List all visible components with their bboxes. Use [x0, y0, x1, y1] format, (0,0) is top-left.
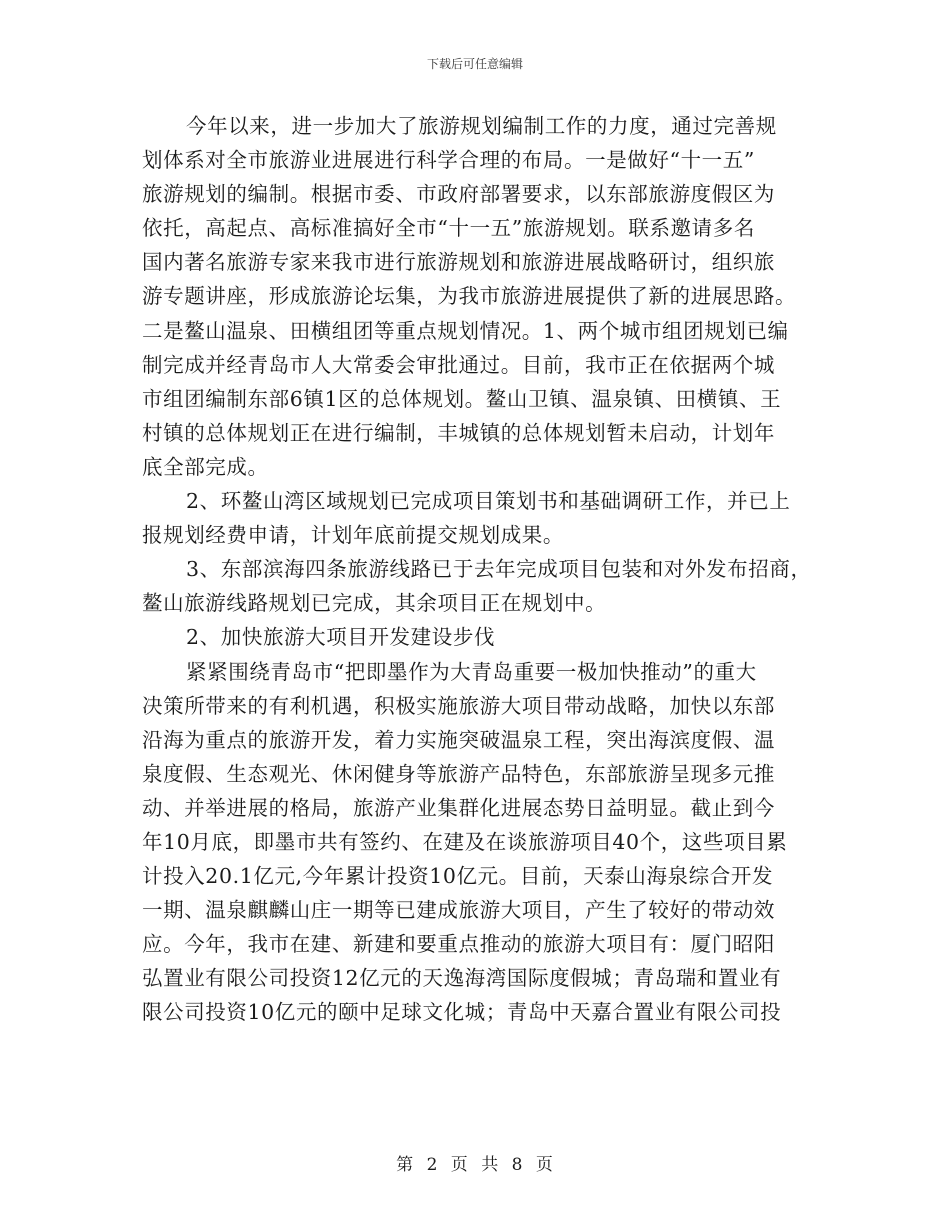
- text-line: 应。今年，我市在建、新建和要重点推动的旅游大项目有：厦门昭阳: [142, 932, 775, 957]
- text-line: 报规划经费申请，计划年底前提交规划成果。: [142, 523, 564, 548]
- text-line: 村镇的总体规划正在进行编制，丰城镇的总体规划暂未启动，计划年: [142, 420, 775, 445]
- text-line: 市组团编制东部6镇1区的总体规划。鳌山卫镇、温泉镇、田横镇、王: [142, 386, 782, 411]
- total-pages: 8: [511, 1155, 524, 1175]
- footer-prefix: 第: [396, 1155, 415, 1175]
- text-line: 今年以来，进一步加大了旅游规划编制工作的力度，通过完善规: [186, 114, 777, 138]
- text-line: 一期、温泉麒麟山庄一期等已建成旅游大项目，产生了较好的带动效: [142, 898, 775, 923]
- text-line: 制完成并经青岛市人大常委会审批通过。目前，我市正在依据两个城: [142, 352, 775, 377]
- document-body: [142, 109, 814, 1030]
- text-line: 国内著名旅游专家来我市进行旅游规划和旅游进展战略研讨，组织旅: [142, 250, 775, 275]
- text-line: 二是鳌山温泉、田横组团等重点规划情况。1、两个城市组团规划已编: [142, 318, 789, 343]
- text-line: 限公司投资10亿元的颐中足球文化城；青岛中天嘉合置业有限公司投: [142, 1000, 782, 1025]
- section-heading: 2、加快旅游大项目开发建设步伐: [186, 625, 496, 650]
- text-line: 底全部完成。: [142, 454, 269, 479]
- footer-suffix: 页: [535, 1155, 554, 1175]
- page-number: 2: [426, 1155, 439, 1175]
- text-line: 划体系对全市旅游业进展进行科学合理的布局。一是做好“十一五”: [142, 148, 755, 173]
- text-line: 计投入20.1亿元,今年累计投资10亿元。目前，天泰山海泉综合开发: [142, 864, 774, 889]
- footer-page-word: 页: [450, 1155, 469, 1175]
- text-line: 游专题讲座，形成旅游论坛集，为我市旅游进展提供了新的进展思路。: [142, 284, 797, 309]
- text-line: 鳌山旅游线路规划已完成，其余项目正在规划中。: [142, 591, 607, 616]
- text-line: 动、并举进展的格局，旅游产业集群化进展态势日益明显。截止到今: [142, 795, 775, 820]
- text-line: 泉度假、生态观光、休闲健身等旅游产品特色，东部旅游呈现多元推: [142, 761, 775, 786]
- text-line: 沿海为重点的旅游开发，着力实施突破温泉工程，突出海滨度假、温: [142, 727, 775, 752]
- text-line: 2、环鳌山湾区域规划已完成项目策划书和基础调研工作，并已上: [186, 489, 791, 514]
- page-header: 下载后可任意编辑: [426, 57, 523, 71]
- text-line: 紧紧围绕青岛市“把即墨作为大青岛重要一极加快推动”的重大: [186, 659, 757, 684]
- text-line: 旅游规划的编制。根据市委、市政府部署要求，以东部旅游度假区为: [142, 182, 775, 207]
- footer-total-word: 共: [481, 1155, 500, 1175]
- text-line: 决策所带来的有利机遇，积极实施旅游大项目带动战略，加快以东部: [142, 693, 775, 718]
- text-line: 弘置业有限公司投资12亿元的天逸海湾国际度假城；青岛瑞和置业有: [142, 966, 782, 991]
- text-line: 3、东部滨海四条旅游线路已于去年完成项目包装和对外发布招商，: [186, 557, 812, 582]
- text-line: 依托，高起点、高标准搞好全市“十一五”旅游规划。联系邀请多名: [142, 216, 755, 241]
- page-footer: [0, 1150, 950, 1175]
- text-line: 年10月底，即墨市共有签约、在建及在谈旅游项目40个，这些项目累: [142, 829, 788, 854]
